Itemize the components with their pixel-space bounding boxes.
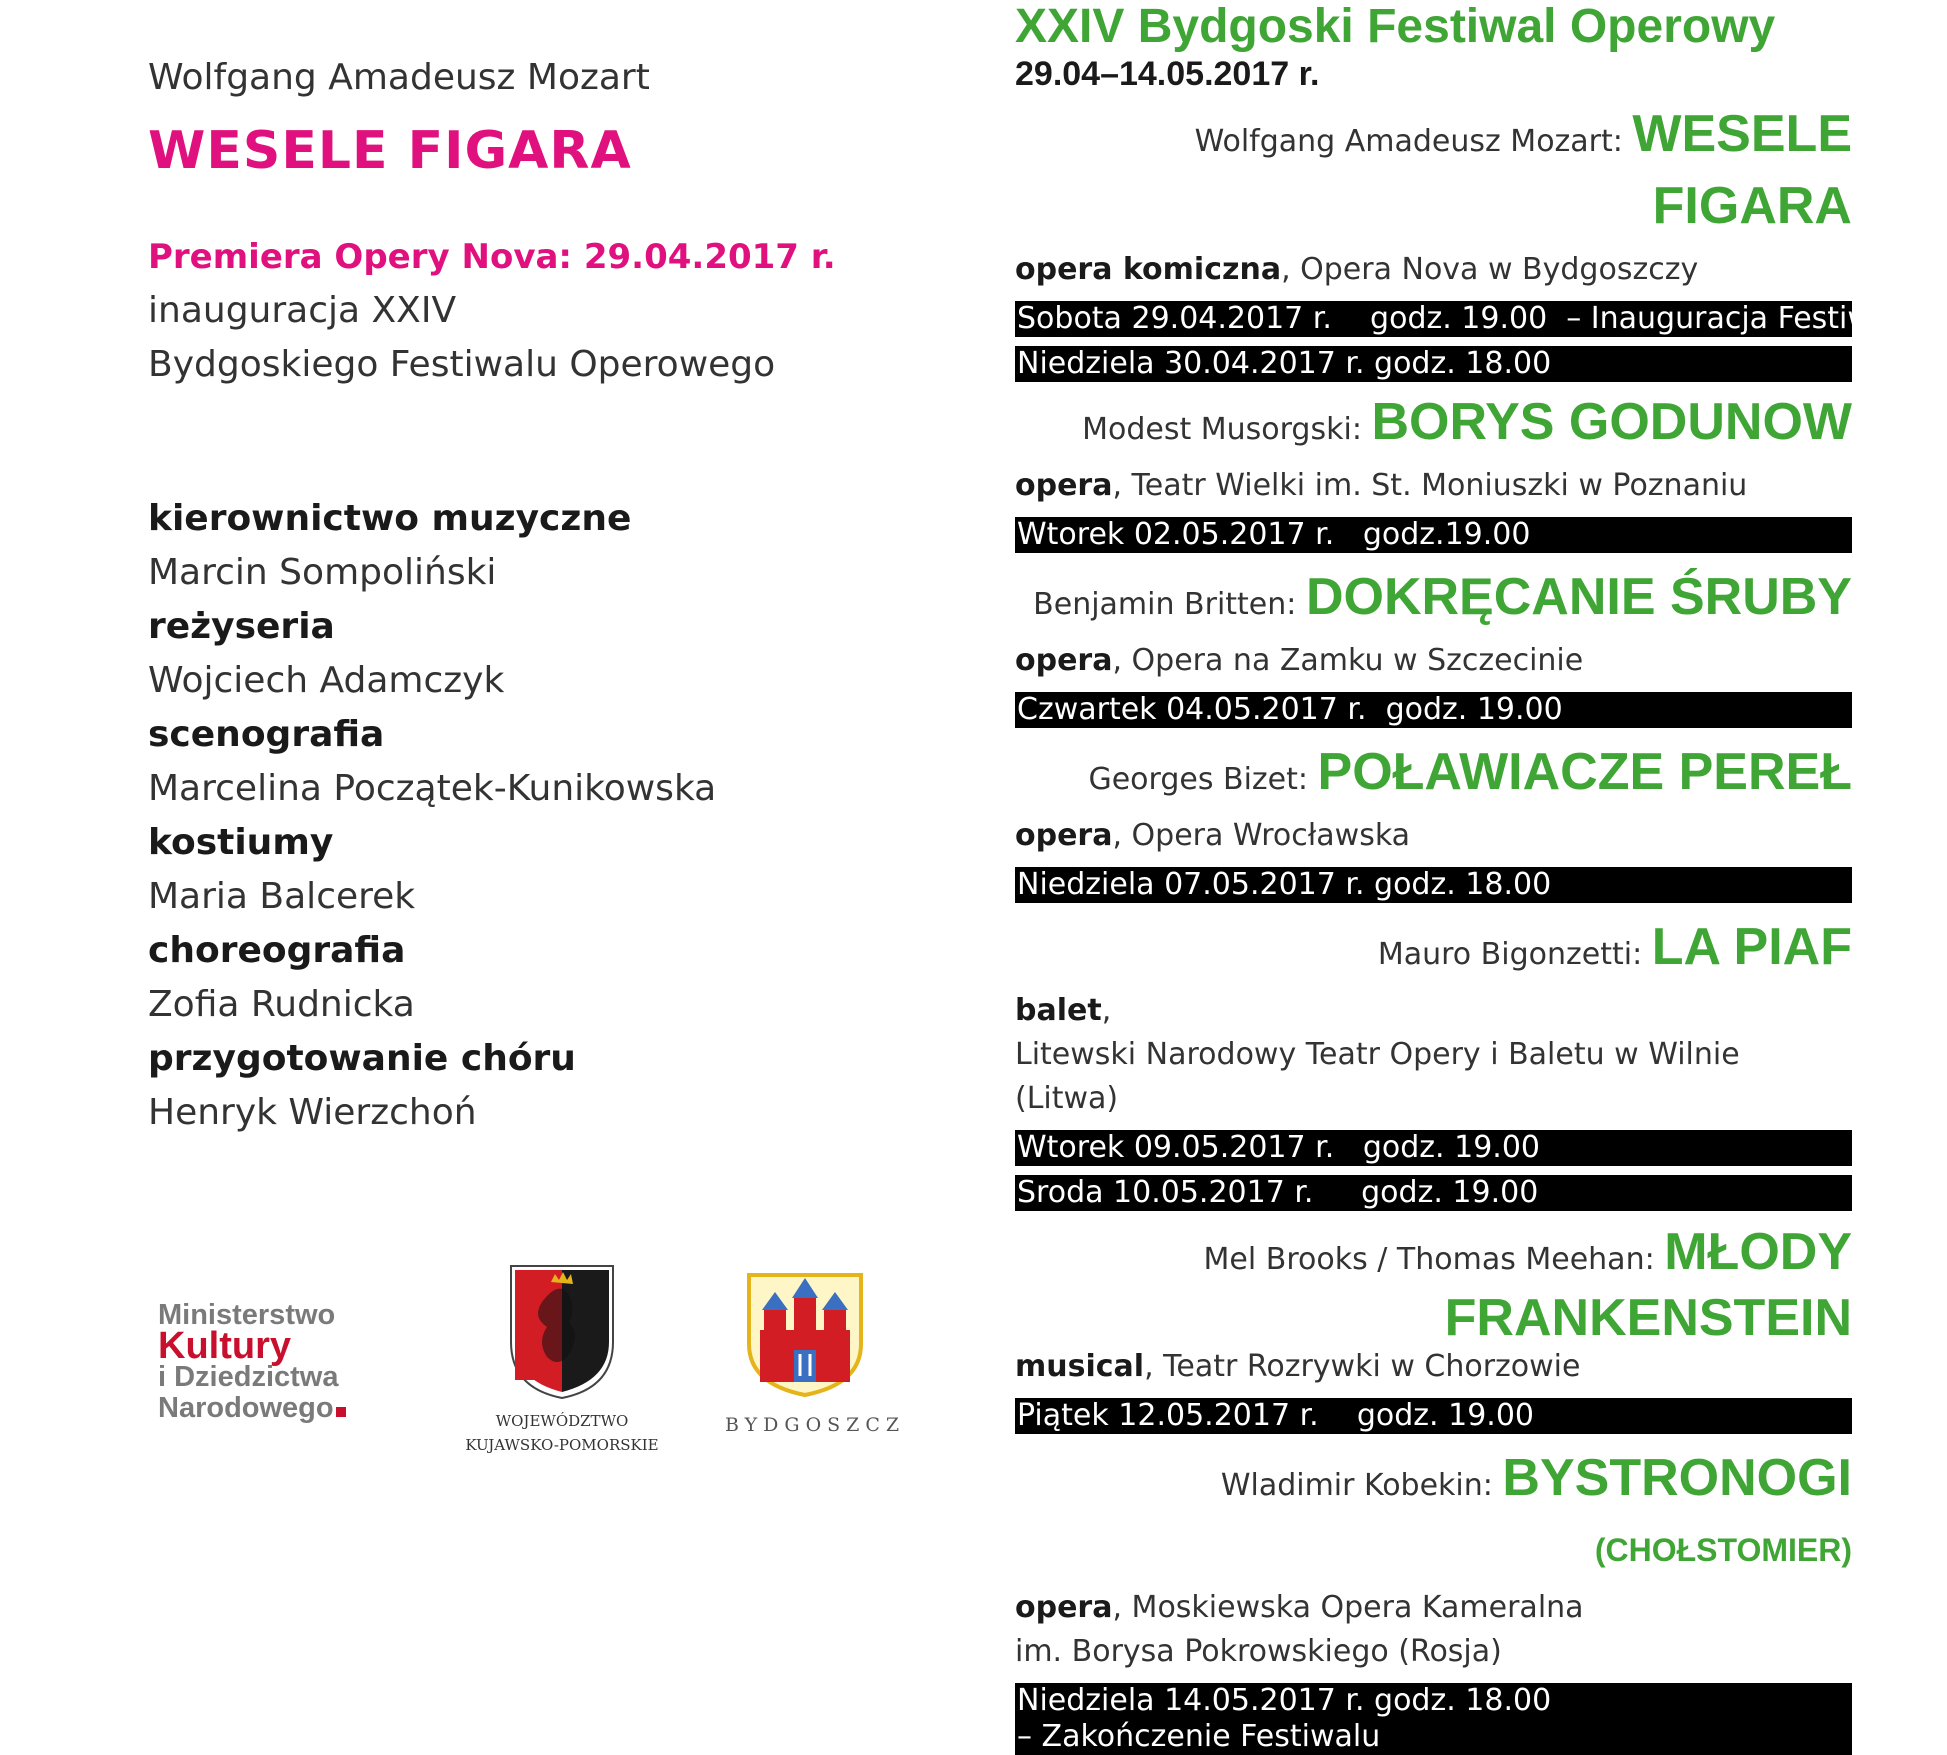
event-title: WESELE FIGARA — [1632, 105, 1852, 235]
event-title: POŁAWIACZE PEREŁ — [1317, 743, 1852, 801]
event-heading — [1015, 917, 1852, 989]
credit-person: Wojciech Adamczyk — [148, 660, 505, 701]
event-heading — [1015, 742, 1852, 814]
ministry-line-4 — [158, 1393, 408, 1424]
show-date-bar: Piątek 12.05.2017 r. godz. 19.00 — [1015, 1398, 1852, 1434]
region-caption-1: WOJEWÓDZTWO — [495, 1412, 629, 1430]
event-genre: balet — [1015, 993, 1102, 1028]
event-genre: musical — [1015, 1349, 1145, 1384]
event-composer: Wladimir Kobekin: — [1220, 1468, 1503, 1503]
ministry-line-4-text: Narodowego — [158, 1392, 334, 1424]
event-title-line-2: FRANKENSTEIN — [1444, 1289, 1852, 1347]
event-composer: Benjamin Britten: — [1033, 587, 1306, 622]
credit-role: choreografia — [148, 930, 406, 971]
event-info — [1015, 248, 1852, 292]
event-company: , Opera na Zamku w Szczecinie — [1112, 643, 1584, 678]
opera-title: WESELE FIGARA — [148, 121, 632, 181]
region-logo — [462, 1262, 662, 1454]
show-date-bar: Sroda 10.05.2017 r. godz. 19.00 — [1015, 1175, 1852, 1211]
ministry-logo — [158, 1300, 408, 1424]
event-info — [1015, 1586, 1852, 1630]
event-company: , Teatr Wielki im. St. Moniuszki w Poznaniu — [1112, 468, 1748, 503]
event-heading — [1015, 1448, 1852, 1586]
event-company: , — [1101, 993, 1112, 1028]
city-caption: BYDGOSZCZ — [725, 1414, 906, 1436]
premiere-date: Premiera Opery Nova: 29.04.2017 r. — [148, 237, 836, 277]
event-composer: Mel Brooks / Thomas Meehan: — [1203, 1242, 1665, 1277]
credit-role: kostiumy — [148, 822, 334, 863]
credit-role: przygotowanie chóru — [148, 1038, 576, 1079]
event-info — [1015, 639, 1852, 683]
credits-list — [148, 492, 848, 1140]
griffin-shield-icon — [507, 1262, 617, 1402]
event-item — [1015, 392, 1852, 553]
event-company-line-2: im. Borysa Pokrowskiego (Rosja) — [1015, 1634, 1502, 1669]
event-title: BYSTRONOGI — [1502, 1449, 1852, 1507]
show-date-bar: Wtorek 09.05.2017 r. godz. 19.00 — [1015, 1130, 1852, 1166]
show-date-bar: Niedziela 14.05.2017 r. godz. 18.00 – Zakończenie Festiwalu — [1015, 1683, 1852, 1755]
composer-name: Wolfgang Amadeusz Mozart — [148, 57, 650, 98]
event-info — [1015, 1345, 1852, 1389]
show-date-bar: Czwartek 04.05.2017 r. godz. 19.00 — [1015, 692, 1852, 728]
event-title: MŁODY — [1664, 1223, 1852, 1281]
event-composer: Modest Musorgski: — [1082, 412, 1372, 447]
region-caption-2: KUJAWSKO-POMORSKIE — [465, 1436, 659, 1454]
event-item — [1015, 1448, 1852, 1755]
event-info — [1015, 989, 1852, 1033]
event-item — [1015, 104, 1918, 382]
event-info — [1015, 464, 1852, 508]
ministry-line-2: Kultury — [158, 1325, 291, 1367]
ministry-line-1: Ministerstwo — [158, 1299, 336, 1331]
event-heading — [1015, 1225, 1852, 1291]
castle-shield-icon — [746, 1272, 864, 1398]
event-item — [1015, 1225, 1852, 1434]
event-composer: Georges Bizet: — [1088, 762, 1318, 797]
event-company-line-2: Litewski Narodowy Teatr Opery i Baletu w Wilnie (Litwa) — [1015, 1037, 1740, 1116]
event-company: , Teatr Rozrywki w Chorzowie — [1144, 1349, 1581, 1384]
premiere-panel — [148, 48, 848, 1140]
credit-role: kierownictwo muzyczne — [148, 498, 632, 539]
credit-person: Maria Balcerek — [148, 876, 416, 917]
event-item — [1015, 742, 1852, 903]
city-logo — [725, 1272, 906, 1436]
credit-role: scenografia — [148, 714, 385, 755]
event-info — [1015, 814, 1852, 858]
event-subtitle: (CHOŁSTOMIER) — [1594, 1532, 1852, 1568]
credit-role: reżyseria — [148, 606, 335, 647]
event-title: DOKRĘCANIE ŚRUBY — [1305, 568, 1852, 626]
festival-title: XXIV Bydgoski Festiwal Operowy — [1015, 0, 1776, 53]
event-genre: opera — [1015, 818, 1113, 853]
inauguration-line-1: inauguracja XXIV — [148, 290, 457, 331]
event-heading — [1015, 567, 1852, 639]
show-date-bar: Wtorek 02.05.2017 r. godz.19.00 — [1015, 517, 1852, 553]
event-heading — [1015, 104, 1852, 248]
event-item — [1015, 567, 1852, 728]
show-date-bar: Sobota 29.04.2017 r. godz. 19.00 – Inauguracja Festiwalu — [1017, 301, 1918, 336]
credit-person: Zofia Rudnicka — [148, 984, 415, 1025]
inauguration-line-2: Bydgoskiego Festiwalu Operowego — [148, 344, 776, 385]
credit-person: Marcelina Początek-Kunikowska — [148, 768, 717, 809]
event-genre: opera komiczna — [1015, 252, 1282, 287]
event-title: LA PIAF — [1651, 918, 1852, 976]
event-composer: Wolfgang Amadeusz Mozart: — [1194, 124, 1633, 159]
credit-person: Henryk Wierzchoń — [148, 1092, 477, 1133]
event-heading — [1015, 392, 1852, 464]
ministry-line-3: i Dziedzictwa — [158, 1361, 339, 1393]
festival-dates: 29.04–14.05.2017 r. — [1015, 55, 1320, 93]
event-composer: Mauro Bigonzetti: — [1377, 937, 1652, 972]
event-company: , Opera Wrocławska — [1112, 818, 1411, 853]
event-genre: opera — [1015, 643, 1113, 678]
ministry-dot — [336, 1407, 346, 1417]
event-company: , Moskiewska Opera Kameralna — [1112, 1590, 1584, 1625]
event-company: , Opera Nova w Bydgoszczy — [1281, 252, 1699, 287]
event-genre: opera — [1015, 468, 1113, 503]
festival-panel — [1015, 0, 1918, 1755]
credit-person: Marcin Sompoliński — [148, 552, 497, 593]
show-date-bar: Niedziela 07.05.2017 r. godz. 18.00 — [1015, 867, 1852, 903]
event-genre: opera — [1015, 1590, 1113, 1625]
event-item — [1015, 917, 1852, 1211]
event-title: BORYS GODUNOW — [1371, 393, 1852, 451]
show-date-bar: Niedziela 30.04.2017 r. godz. 18.00 — [1015, 346, 1852, 382]
